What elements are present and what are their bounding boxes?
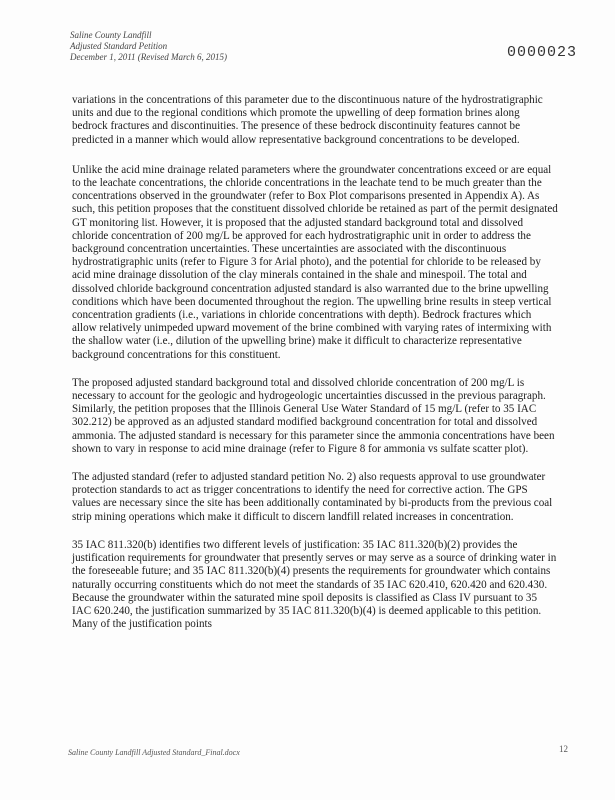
header-document-title: Adjusted Standard Petition: [70, 41, 168, 51]
document-header: [70, 30, 227, 63]
bates-number: 0000023: [506, 44, 577, 61]
document-body: [72, 94, 558, 646]
paragraph-ammonia: The proposed adjusted standard background total and dissolved chloride concentration of 200 mg/L is necessary to account for the geologic and hydrogeologic uncertainties discussed in the previous paragraph. Similarly, the petition proposes that the Illinois General Use Water Standard of 15 mg/L (refer to 35 IAC 302.212) be approved as an adjusted standard modified background concentration for total and dissolved ammonia. The adjusted standard is necessary for this parameter since the ammonia concentrations have been shown to vary in response to acid mine drainage (refer to Figure 8 for ammonia vs sulfate scatter plot).: [72, 376, 555, 455]
header-date: December 1, 2011 (Revised March 6, 2015): [70, 52, 227, 62]
footer-filename: Saline County Landfill Adjusted Standard_Final.docx: [68, 748, 240, 757]
paragraph-gps: The adjusted standard (refer to adjusted standard petition No. 2) also requests approval to use groundwater protection standards to act as trigger concentrations to identify the need for corrective action. The GPS values are necessary since the site has been additionally contaminated by bi-products from the previous coal strip mining operations which make it difficult to discern landfill related increases in concentration.: [72, 471, 553, 523]
page-number: 12: [559, 744, 568, 754]
header-site-name: Saline County Landfill: [70, 30, 152, 40]
paragraph-continuation: variations in the concentrations of this parameter due to the discontinuous nature of the hydrostratigraphic units and due to the regional conditions which promote the upwelling of deep formation brines along bedrock fractures and discontinuities. The presence of these bedrock discontinuity features cannot be predicted in a manner which would allow representative background concentrations to be developed.: [72, 94, 543, 146]
paragraph-chloride: Unlike the acid mine drainage related parameters where the groundwater concentrations exceed or are equal to the leachate concentrations, the chloride concentrations in the leachate tend to be much greater than the concentrations observed in the groundwater (refer to Box Plot comparisons presented in Appendix A). As such, this petition proposes that the constituent dissolved chloride be retained as part of the permit designated GT monitoring list. However, it is proposed that the adjusted standard background total and dissolved chloride concentration of 200 mg/L be approved for each hydrostratigraphic unit in order to address the background concentration uncertainties. These uncertainties are associated with the discontinuous hydrostratigraphic units (refer to Figure 3 for Arial photo), and the potential for chloride to be released by acid mine drainage dissolution of the clay minerals contained in the shale and minespoil. The total and dissolved chloride background concentration adjusted standard is also warranted due to the brine upwelling conditions which have been documented throughout the region. The upwelling brine results in steep vertical concentration gradients (i.e., variations in chloride concentrations with depth). Bedrock fractures which allow relatively unimpeded upward movement of the brine combined with varying rates of intermixing with the shallow water (i.e., dilution of the upwelling brine) make it difficult to characterize representative background concentrations for this constituent.: [72, 163, 558, 361]
paragraph-justification: 35 IAC 811.320(b) identifies two different levels of justification: 35 IAC 811.320(b)(2) provides the justification requirements for groundwater that presently serves or may serve as a source of drinking water in the foreseeable future; and 35 IAC 811.320(b)(4) presents the requirements for groundwater which contains naturally occurring constituents which do not meet the standards of 35 IAC 620.410, 620.420 and 620.430. Because the groundwater within the saturated mine spoil deposits is classified as Class IV pursuant to 35 IAC 620.240, the justification summarized by 35 IAC 811.320(b)(4) is deemed applicable to this petition. Many of the justification points: [72, 538, 557, 631]
